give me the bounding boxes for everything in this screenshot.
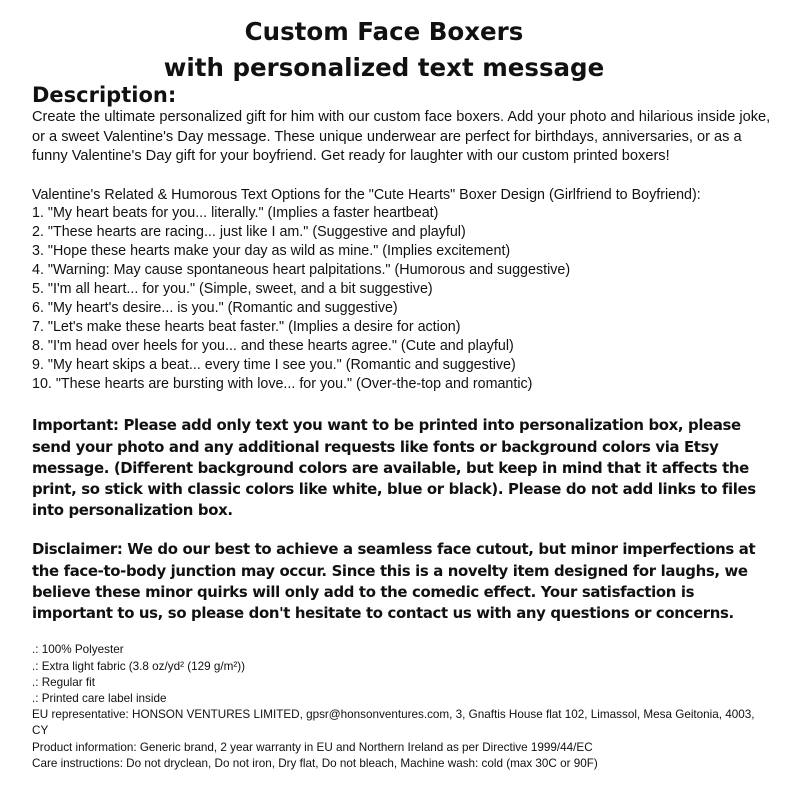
- list-item: 5. "I'm all heart... for you." (Simple, sweet, and a bit suggestive): [32, 281, 433, 298]
- title-line-1: Custom Face Boxers: [244, 17, 524, 46]
- list-item: 9. "My heart skips a beat... every time I see you." (Romantic and suggestive): [32, 356, 516, 373]
- description-body: Create the ultimate personalized gift for him with our custom face boxers. Add your photo and hilarious inside joke, or a sweet Valentine's Day message. These unique underwear are perfect for birthdays, anniversaries, or as a funny Valentine's Day gift for your boyfriend. Get ready for laughter with our custom printed boxers!: [32, 109, 771, 164]
- disclaimer-notice: Disclaimer: We do our best to achieve a seamless face cutout, but minor imperfections at the face-to-body junction may occur. Since this is a novelty item designed for laughs, we believe these minor quirks will only add to the comedic effect. Your satisfaction is important to us, so please don't hesitate to contact us with any questions or concerns.: [32, 540, 756, 623]
- list-item: 7. "Let's make these hearts beat faster." (Implies a desire for action): [32, 318, 461, 335]
- spec-item: .: Extra light fabric (3.8 oz/yd² (129 g/m²)): [32, 659, 246, 673]
- text-options-list: [32, 204, 772, 393]
- page-title: [34, 14, 734, 86]
- list-item: 1. "My heart beats for you... literally." (Implies a faster heartbeat): [32, 205, 439, 222]
- list-item: 3. "Hope these hearts make your day as wild as mine." (Implies excitement): [32, 243, 511, 260]
- spec-item: .: 100% Polyester: [32, 643, 124, 657]
- text-options-intro: Valentine's Related & Humorous Text Options for the "Cute Hearts" Boxer Design (Girlfriend to Boyfriend):: [32, 186, 701, 203]
- important-notice: Important: Please add only text you want to be printed into personalization box, please send your photo and any additional requests like fonts or background colors via Etsy message. (Different background colors are available, but keep in mind that it affects the print, so stick with classic colors like white, blue or black). Please do not add links to files into personalization box.: [32, 416, 756, 520]
- list-item: 6. "My heart's desire... is you." (Romantic and suggestive): [32, 299, 398, 316]
- spec-item: .: Printed care label inside: [32, 691, 167, 705]
- description-heading: Description:: [32, 83, 177, 107]
- list-item: 4. "Warning: May cause spontaneous heart palpitations." (Humorous and suggestive): [32, 262, 571, 279]
- list-item: 10. "These hearts are bursting with love... for you." (Over-the-top and romantic): [32, 375, 533, 392]
- spec-item: .: Regular fit: [32, 675, 96, 689]
- title-line-2: with personalized text message: [163, 53, 605, 82]
- product-specs: [32, 642, 772, 707]
- product-information: Product information: Generic brand, 2 year warranty in EU and Northern Ireland as per Directive 1999/44/EC: [32, 740, 593, 754]
- care-instructions: Care instructions: Do not dryclean, Do not iron, Dry flat, Do not bleach, Machine wash: cold (max 30C or 90F): [32, 756, 598, 770]
- product-description-page: [32, 14, 772, 772]
- list-item: 8. "I'm head over heels for you... and these hearts agree." (Cute and playful): [32, 337, 514, 354]
- eu-representative: EU representative: HONSON VENTURES LIMITED, gpsr@honsonventures.com, 3, Gnaftis House flat 102, Limassol, Mesa Geitonia, 4003, CY: [32, 708, 755, 738]
- list-item: 2. "These hearts are racing... just like I am." (Suggestive and playful): [32, 224, 466, 241]
